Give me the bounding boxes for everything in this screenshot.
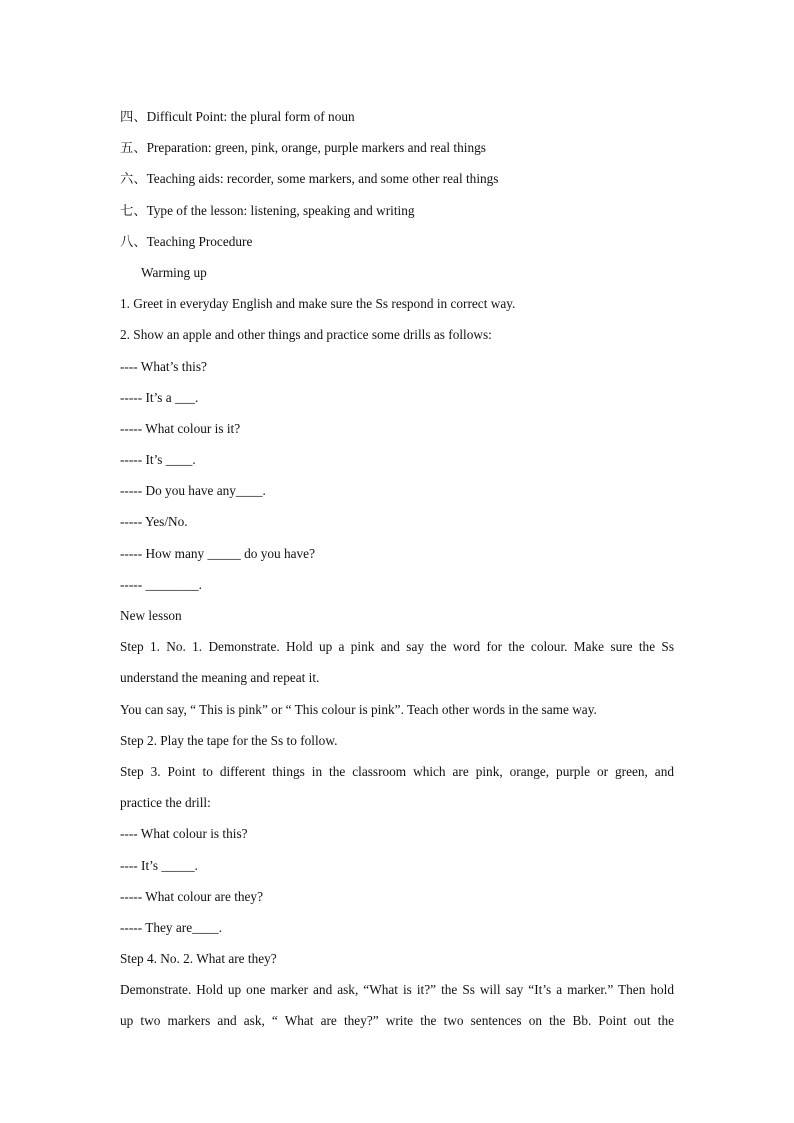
drill-line: ----- What colour are they? — [120, 888, 263, 904]
drill-line: ----- It’s ____. — [120, 452, 196, 468]
show-apple-line: 2. Show an apple and other things and practice some drills as follows: — [120, 327, 492, 343]
demonstrate-line: Demonstrate. Hold up one marker and ask, “What is it?” the Ss will say “It’s a marker.” Then hold — [120, 982, 674, 998]
you-can-say-line: You can say, “ This is pink” or “ This colour is pink”. Teach other words in the same way. — [120, 701, 597, 717]
preparation-line: 五、Preparation: green, pink, orange, purple markers and real things — [120, 140, 486, 156]
drill-line: ----- Do you have any____. — [120, 483, 266, 499]
demonstrate-continuation: up two markers and ask, “ What are they?” write the two sentences on the Bb. Point out the — [120, 1013, 674, 1029]
step-1-continuation: understand the meaning and repeat it. — [120, 670, 320, 686]
drill-line: ----- How many _____ do you have? — [120, 545, 315, 561]
step-1-line: Step 1. No. 1. Demonstrate. Hold up a pink and say the word for the colour. Make sure the Ss — [120, 639, 674, 655]
step-4-line: Step 4. No. 2. What are they? — [120, 951, 277, 967]
drill-line: ----- They are____. — [120, 919, 223, 935]
drill-line: ----- What colour is it? — [120, 420, 241, 436]
drill-line: ---- What colour is this? — [120, 826, 248, 842]
document-body — [120, 101, 674, 1037]
warming-up-heading: Warming up — [141, 264, 207, 280]
drill-line: ----- Yes/No. — [120, 514, 188, 530]
teaching-aids-line: 六、Teaching aids: recorder, some markers, and some other real things — [120, 171, 499, 187]
step-2-line: Step 2. Play the tape for the Ss to follow. — [120, 732, 338, 748]
teaching-procedure-heading: 八、Teaching Procedure — [120, 233, 253, 249]
step-3-line: Step 3. Point to different things in the classroom which are pink, orange, purple or green, and — [120, 763, 674, 779]
greet-line: 1. Greet in everyday English and make sure the Ss respond in correct way. — [120, 296, 516, 312]
drill-line: ---- What’s this? — [120, 358, 207, 374]
drill-line: ----- It’s a ___. — [120, 389, 199, 405]
drill-line: ----- ________. — [120, 576, 202, 592]
lesson-type-line: 七、Type of the lesson: listening, speaking and writing — [120, 202, 415, 218]
difficult-point-line: 四、Difficult Point: the plural form of noun — [120, 109, 355, 124]
new-lesson-heading: New lesson — [120, 608, 182, 623]
drill-line: ---- It’s _____. — [120, 857, 198, 873]
step-3-continuation: practice the drill: — [120, 795, 211, 811]
